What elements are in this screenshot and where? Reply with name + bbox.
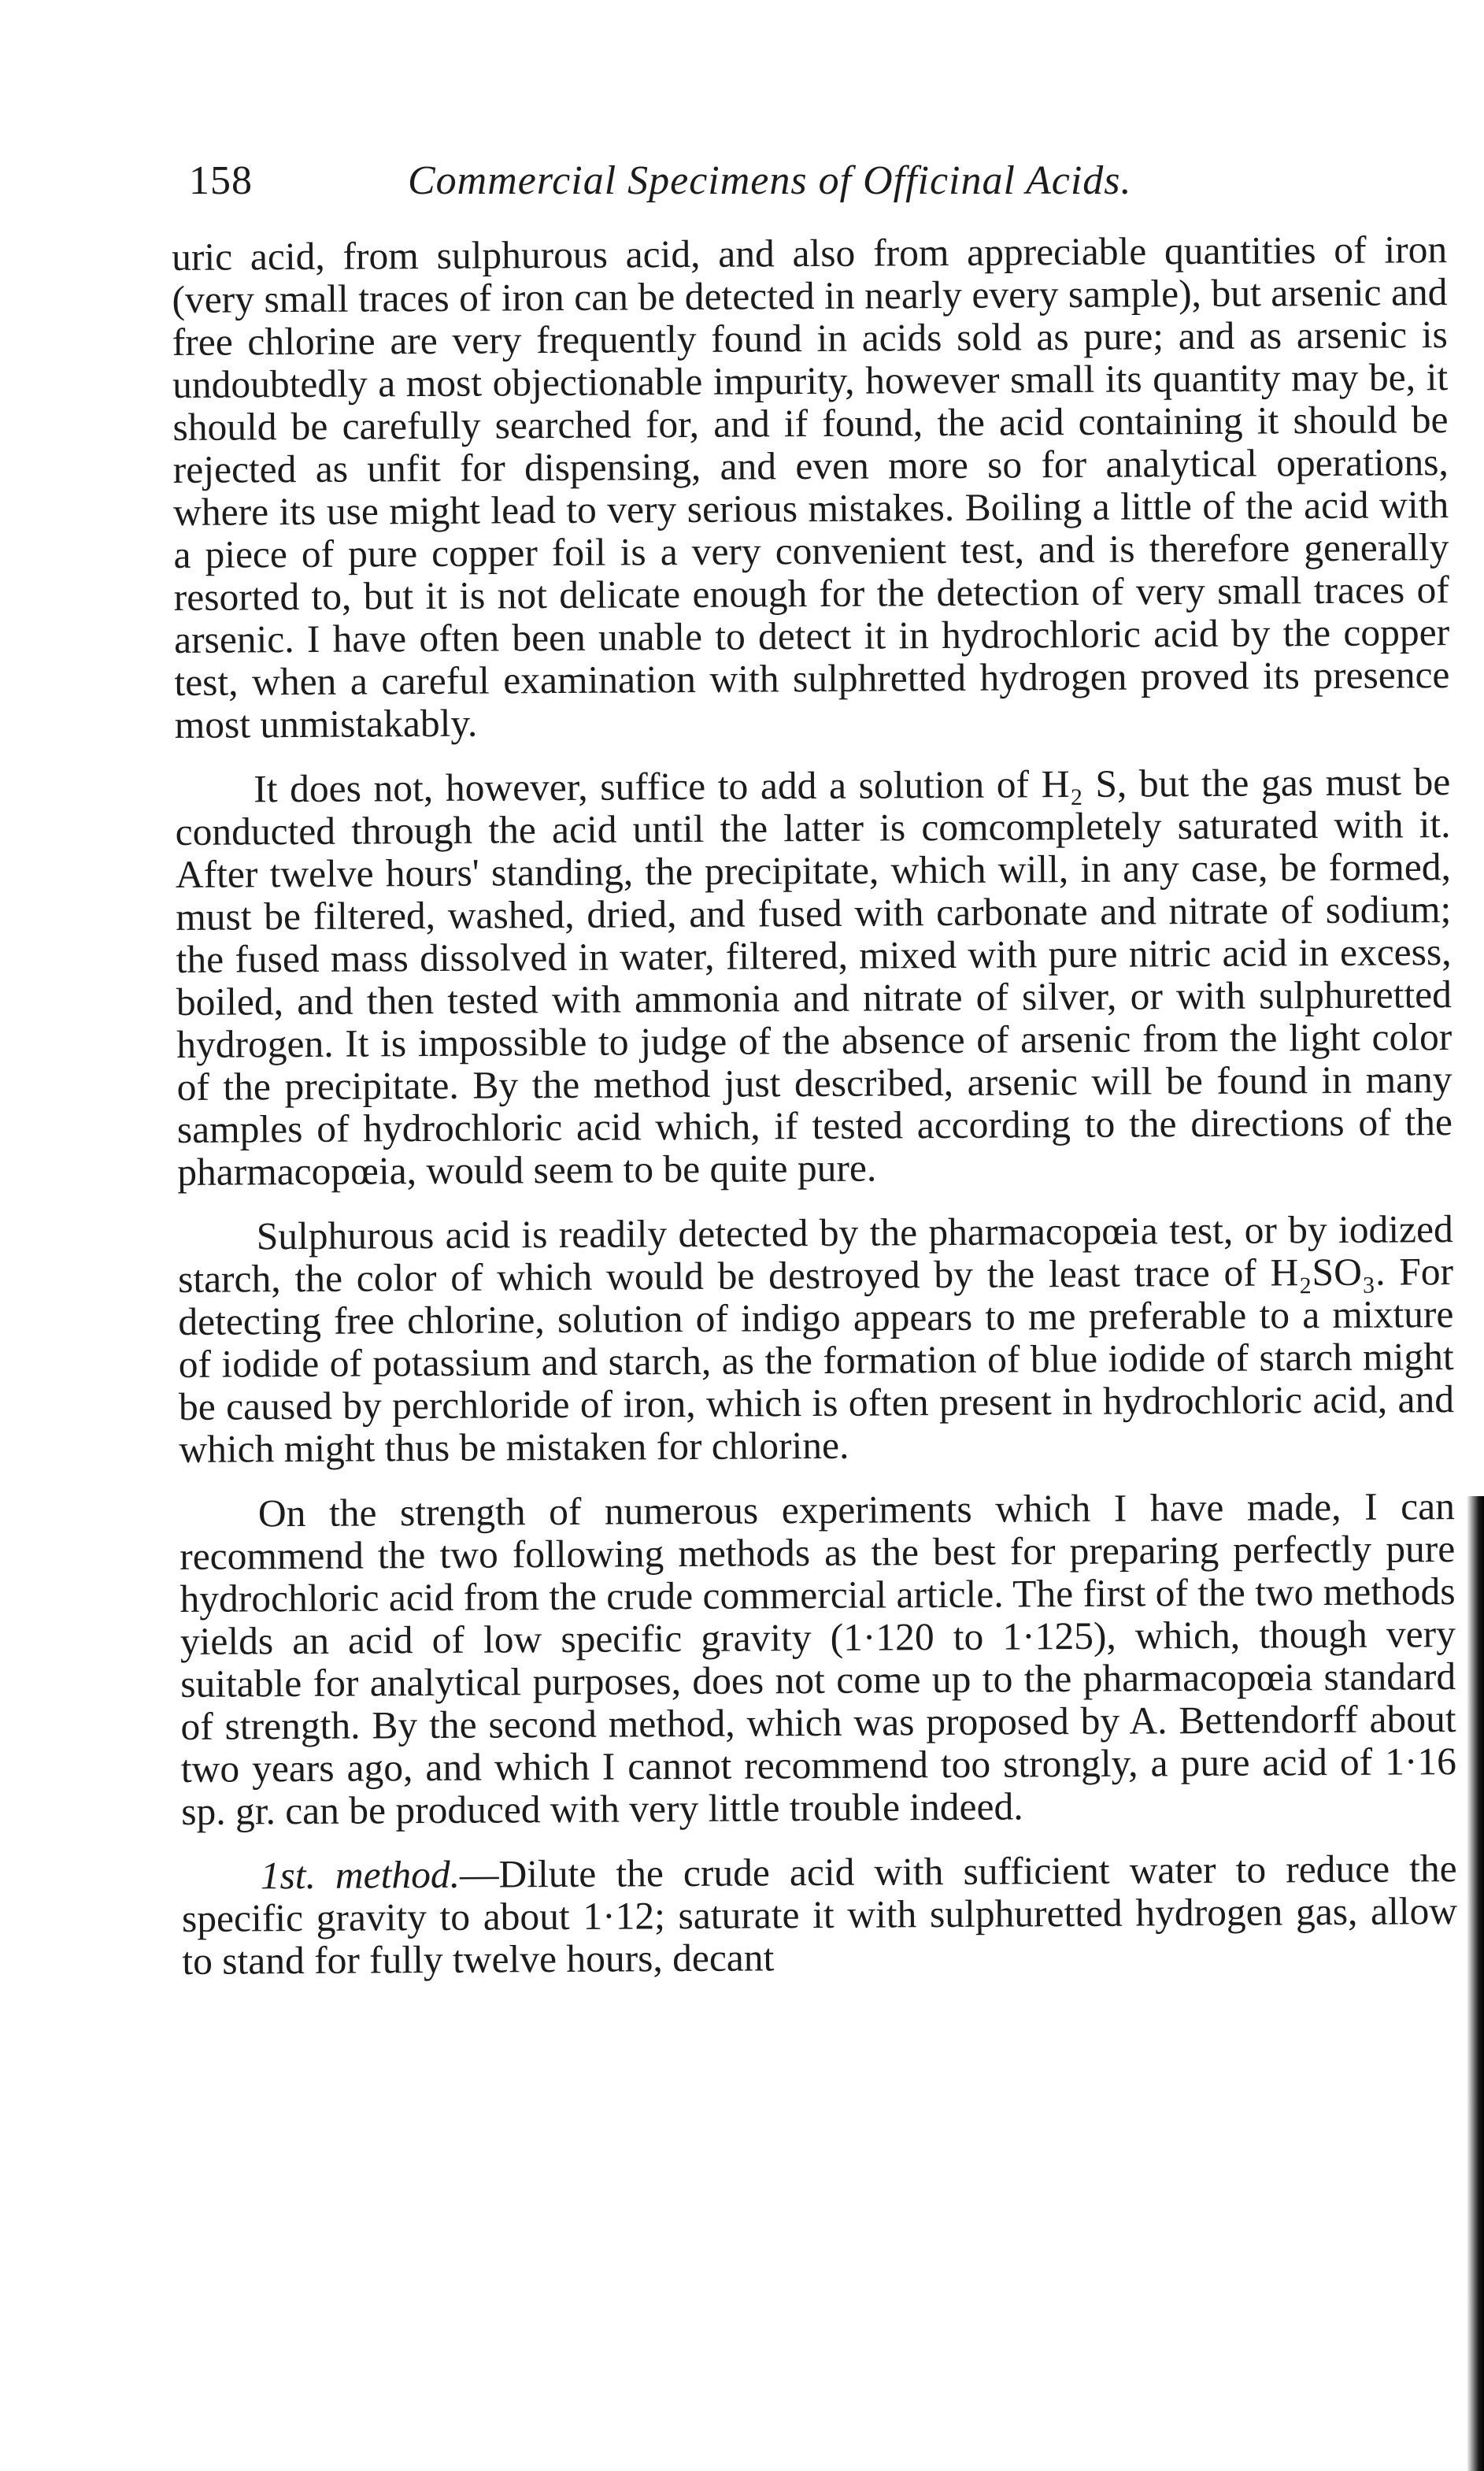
paragraph-sulphurous-acid: Sulphurous acid is readily detected by the pharmacopœia test, or by iodized starch, the color of which would be destroyed by the least trace of H₂SO₃. For detecting free chlorine, solution of indigo appears to me preferable to a mixture of iodide of potassium and starch, as the formation of blue iodide of starch might be caused by perchloride of iron, which is often present in hydrochloric acid, and which might thus be mistaken for chlorine.	[177, 1207, 1455, 1471]
running-title: Commercial Specimens of Officinal Acids.	[408, 158, 1132, 203]
paragraph-continuation: uric acid, from sulphurous acid, and also from appreciable quantities of iron (very small traces of iron can be detected in nearly every sample), but arsenic and free chlorine are very frequently found in acids sold as pure; and as arsenic is undoubtedly a most objectionable impurity, however small its quantity may be, it should be carefully searched for, and if found, the acid containing it should be rejected as unfit for dispensing, and even more so for analytical operations, where its use might lead to very serious mistakes. Boiling a little of the acid with a piece of pure copper foil is a very convenient test, and is therefore generally resorted to, but it is not delicate enough for the detection of very small traces of arsenic. I have often been unable to detect it in hydrochloric acid by the copper test, when a careful examination with sulphretted hydrogen proved its presence most unmistakably.	[171, 228, 1450, 746]
paragraph-h2s-test: It does not, however, suffice to add a solution of H₂ S, but the gas must be conducted through the acid until the latter is comcompletely saturated with it. After twelve hours' standing, the precipitate, which will, in any case, be formed, must be filtered, washed, dried, and fused with carbonate and nitrate of sodium; the fused mass dissolved in water, filtered, mixed with pure nitric acid in excess, boiled, and then tested with ammonia and nitrate of silver, or with sulphuretted hydrogen. It is impossible to judge of the absence of arsenic from the light color of the precipitate. By the method just described, arsenic will be found in many samples of hydrochloric acid which, if tested according to the directions of the pharmacopœia, would seem to be quite pure.	[175, 760, 1453, 1194]
binding-edge-shadow	[1467, 1496, 1484, 2471]
body-text	[172, 228, 1458, 2005]
paragraph-methods-intro: On the strength of numerous experiments which I have made, I can recommend the two following methods as the best for preparing perfectly pure hydrochloric acid from the crude commercial article. The first of the two methods yields an acid of low specific gravity (1·120 to 1·125), which, though very suitable for analytical purposes, does not come up to the pharmacopœia standard of strength. By the second method, which was proposed by A. Bettendorff about two years ago, and which I cannot recommend too strongly, a pure acid of 1·16 sp. gr. can be produced with very little trouble indeed.	[179, 1484, 1457, 1833]
method-label: 1st. method.	[260, 1852, 461, 1898]
page-number: 158	[189, 158, 253, 203]
paragraph-first-method	[182, 1847, 1458, 1983]
page-header	[189, 157, 1236, 228]
method-text: —Dilute the crude acid with sufficient water to reduce the specific gravity to about 1·12; saturate it with sulphuretted hydrogen gas, allow to stand for fully twelve hours, decant	[181, 1847, 1458, 1983]
